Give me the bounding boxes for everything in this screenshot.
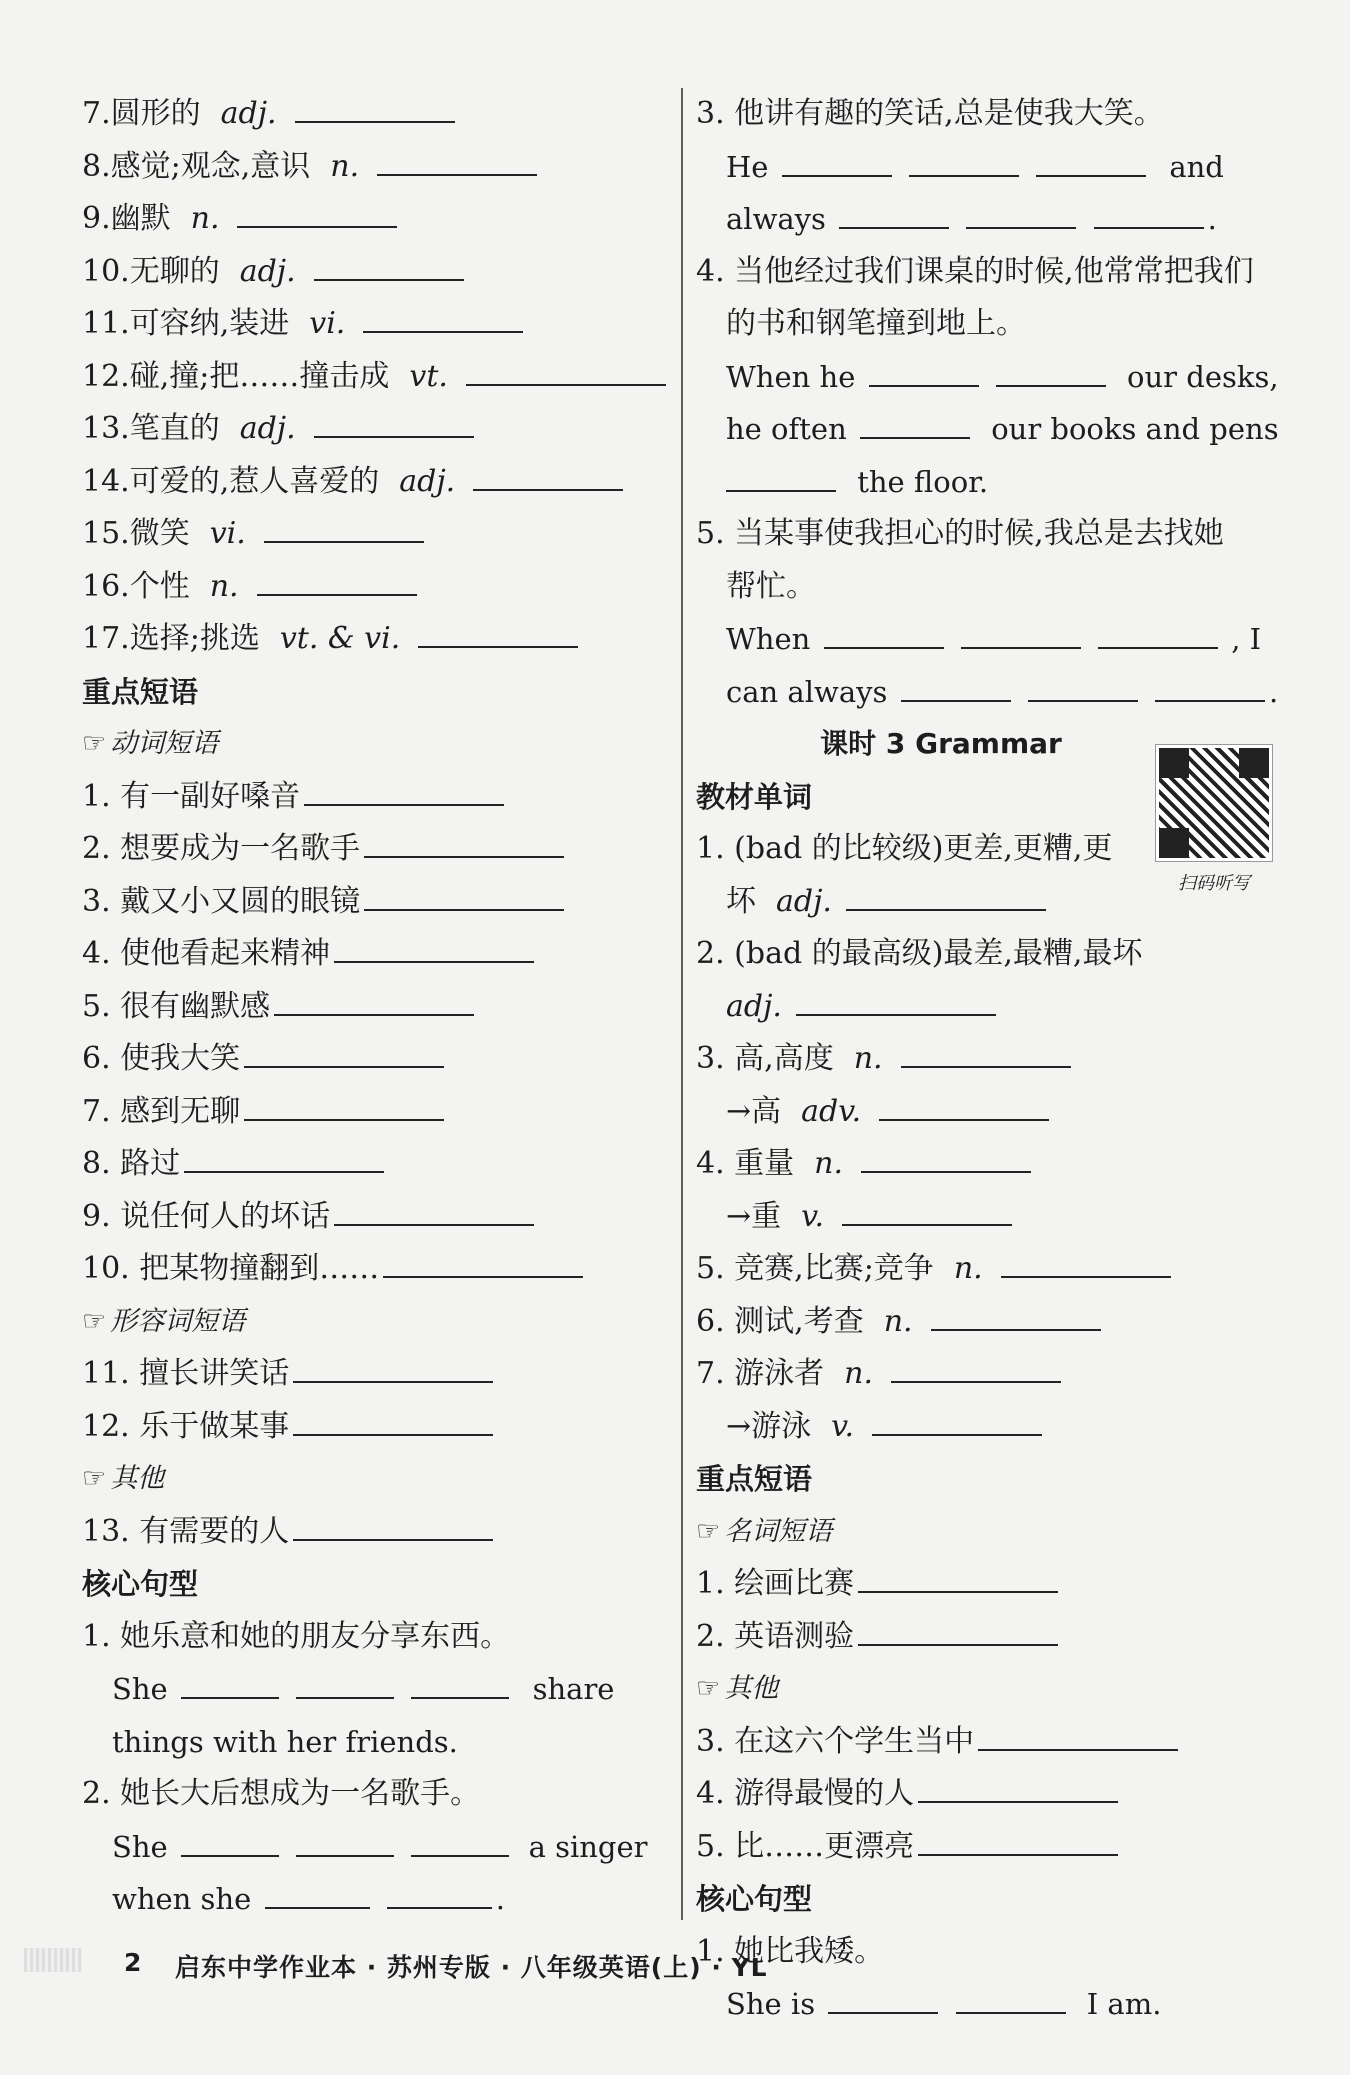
phrase-item: 7. 感到无聊	[82, 1086, 672, 1139]
phrase-item: 6. 使我大笑	[82, 1033, 672, 1086]
column-divider	[681, 88, 683, 1920]
sentence-answer: When he our desks,	[696, 351, 1286, 404]
section-heading: 重点短语	[82, 674, 199, 709]
answer-blank[interactable]	[861, 1141, 1031, 1173]
answer-blank[interactable]	[304, 774, 504, 806]
sentence-answer: She a singer	[82, 1821, 672, 1874]
subsection-label: ☞ 其他	[696, 1673, 779, 1704]
sentence-prompt: 2. 她长大后想成为一名歌手。	[82, 1776, 481, 1811]
answer-blank[interactable]	[314, 249, 464, 281]
answer-blank[interactable]	[828, 1982, 938, 2014]
answer-blank[interactable]	[918, 1824, 1118, 1856]
sentence-prompt: 的书和钢笔撞到地上。	[726, 306, 1026, 341]
answer-blank[interactable]	[274, 984, 474, 1016]
book-title: 启东中学作业本 · 苏州专版 · 八年级英语(上) · YL	[175, 1953, 768, 1982]
vocab-item: 11.可容纳,装进 vi.	[82, 298, 672, 351]
phrase-item: 13. 有需要的人	[82, 1506, 672, 1559]
phrase-item: 2. 想要成为一名歌手	[82, 823, 672, 876]
vocab-item: 2. (bad 的最高级)最差,最糟,最坏	[696, 936, 1143, 971]
phrase-item: 11. 擅长讲笑话	[82, 1348, 672, 1401]
answer-blank[interactable]	[839, 197, 949, 229]
vocab-item: 4. 重量 n.	[696, 1138, 1286, 1191]
answer-blank[interactable]	[387, 1877, 492, 1909]
answer-blank[interactable]	[411, 1667, 509, 1699]
answer-blank[interactable]	[181, 1667, 279, 1699]
answer-blank[interactable]	[334, 1194, 534, 1226]
sentence-answer: when she .	[82, 1873, 672, 1926]
phrase-item: 8. 路过	[82, 1138, 672, 1191]
phrase-item: 5. 比……更漂亮	[696, 1821, 1286, 1874]
answer-blank[interactable]	[931, 1299, 1101, 1331]
left-column	[82, 88, 672, 1926]
phrase-item: 3. 戴又小又圆的眼镜	[82, 876, 672, 929]
sentence-answer: When , I	[696, 613, 1286, 666]
pointing-hand-icon: ☞	[696, 1515, 721, 1547]
answer-blank[interactable]	[293, 1509, 493, 1541]
answer-blank[interactable]	[364, 879, 564, 911]
phrase-item: 2. 英语测验	[696, 1611, 1286, 1664]
sentence-answer: She is I am.	[696, 1978, 1286, 2031]
vocab-item: 3. 高,高度 n.	[696, 1033, 1286, 1086]
answer-blank[interactable]	[295, 91, 455, 123]
vocab-item: 7. 游泳者 n.	[696, 1348, 1286, 1401]
subsection-label: ☞ 动词短语	[82, 728, 219, 759]
section-heading: 核心句型	[696, 1882, 813, 1916]
vocab-item: 9.幽默 n.	[82, 193, 672, 246]
subsection-label: ☞ 名词短语	[696, 1515, 833, 1547]
sentence-prompt: 1. 她比我矮。	[696, 1933, 885, 1969]
answer-blank[interactable]	[1028, 670, 1138, 702]
vocab-item: 17.选择;挑选 vt. & vi.	[82, 613, 672, 666]
answer-blank[interactable]	[411, 1825, 509, 1857]
vocab-item: →重 v.	[696, 1191, 1286, 1244]
vocab-item: 12.碰,撞;把……撞击成 vt.	[82, 351, 672, 404]
sentence-prompt: 帮忙。	[726, 568, 816, 604]
vocab-item: 5. 竞赛,比赛;竞争 n.	[696, 1243, 1286, 1296]
phrase-item: 3. 在这六个学生当中	[696, 1716, 1286, 1769]
answer-blank[interactable]	[891, 1351, 1061, 1383]
answer-blank[interactable]	[961, 617, 1081, 649]
vocab-item: 1. (bad 的比较级)更差,更糟,更	[696, 831, 1113, 866]
answer-blank[interactable]	[846, 879, 1046, 911]
vocab-item: 6. 测试,考查 n.	[696, 1296, 1286, 1349]
vocab-item: adj.	[696, 981, 1286, 1034]
vocab-item: →高 adv.	[696, 1086, 1286, 1139]
answer-blank[interactable]	[996, 355, 1106, 387]
answer-blank[interactable]	[978, 1719, 1178, 1751]
answer-blank[interactable]	[824, 617, 944, 649]
vocab-list	[82, 88, 672, 666]
vocab-item: 坏 adj.	[696, 876, 1286, 929]
right-column	[696, 88, 1286, 2031]
answer-blank[interactable]	[265, 1877, 370, 1909]
answer-blank[interactable]	[244, 1089, 444, 1121]
adj-phrase-list	[82, 1348, 672, 1453]
page-number: 2	[124, 1948, 142, 1977]
verb-phrase-list	[82, 771, 672, 1296]
sentence-prompt: 5. 当某事使我担心的时候,我总是去找她	[696, 516, 1224, 551]
answer-blank[interactable]	[334, 931, 534, 963]
other-phrase-list	[696, 1716, 1286, 1874]
vocab-item: 16.个性 n.	[82, 561, 672, 614]
answer-blank[interactable]	[901, 670, 1011, 702]
vocab-item: 14.可爱的,惹人喜爱的 adj.	[82, 456, 672, 509]
answer-blank[interactable]	[858, 1614, 1058, 1646]
answer-blank[interactable]	[918, 1771, 1118, 1803]
answer-blank[interactable]	[1094, 197, 1204, 229]
answer-blank[interactable]	[296, 1825, 394, 1857]
answer-blank[interactable]	[293, 1404, 493, 1436]
subsection-label: ☞ 其他	[82, 1463, 165, 1494]
sentence-answer: he often our books and pens	[696, 403, 1286, 456]
vocab-item: →游泳 v.	[696, 1401, 1286, 1454]
answer-blank[interactable]	[237, 196, 397, 228]
phrase-item: 10. 把某物撞翻到……	[82, 1243, 672, 1296]
page-footer	[0, 1944, 1350, 1984]
qr-code-block[interactable]	[1152, 745, 1276, 895]
section-heading: 核心句型	[82, 1567, 199, 1601]
phrase-item: 1. 绘画比赛	[696, 1558, 1286, 1611]
phrase-item: 12. 乐于做某事	[82, 1401, 672, 1454]
pointing-hand-icon: ☞	[82, 728, 107, 759]
pointing-hand-icon: ☞	[82, 1463, 107, 1494]
answer-blank[interactable]	[842, 1194, 1012, 1226]
answer-blank[interactable]	[869, 355, 979, 387]
sentence-answer: things with her friends.	[112, 1724, 458, 1759]
lesson-title: 课时 3 Grammar	[820, 727, 1062, 760]
sentence-prompt: 4. 当他经过我们课桌的时候,他常常把我们	[696, 253, 1254, 289]
answer-blank[interactable]	[257, 564, 417, 596]
sentence-prompt: 3. 他讲有趣的笑话,总是使我大笑。	[696, 96, 1164, 131]
answer-blank[interactable]	[364, 826, 564, 858]
answer-blank[interactable]	[466, 354, 666, 386]
phrase-item: 5. 很有幽默感	[82, 981, 672, 1034]
answer-blank[interactable]	[860, 407, 970, 439]
sentence-answer: can always .	[696, 666, 1286, 719]
noun-phrase-list	[696, 1558, 1286, 1663]
answer-blank[interactable]	[796, 984, 996, 1016]
answer-blank[interactable]	[966, 197, 1076, 229]
answer-blank[interactable]	[1098, 617, 1218, 649]
vocab-item: 15.微笑 vi.	[82, 508, 672, 561]
answer-blank[interactable]	[314, 406, 474, 438]
answer-blank[interactable]	[264, 511, 424, 543]
section-heading: 重点短语	[696, 1462, 813, 1496]
qr-label: 扫码听写	[1178, 873, 1250, 894]
answer-blank[interactable]	[909, 145, 1019, 177]
subsection-label: ☞ 形容词短语	[82, 1305, 246, 1337]
sentence-answer: always .	[696, 193, 1286, 246]
answer-blank[interactable]	[383, 1246, 583, 1278]
answer-blank[interactable]	[363, 301, 523, 333]
sentence-answer: He and	[696, 141, 1286, 194]
answer-blank[interactable]	[956, 1982, 1066, 2014]
answer-blank[interactable]	[244, 1036, 444, 1068]
answer-blank[interactable]	[1155, 670, 1265, 702]
pointing-hand-icon: ☞	[696, 1673, 721, 1704]
answer-blank[interactable]	[1001, 1246, 1171, 1278]
phrase-item: 4. 使他看起来精神	[82, 928, 672, 981]
answer-blank[interactable]	[782, 145, 892, 177]
sentence-answer: the floor.	[696, 456, 1286, 509]
answer-blank[interactable]	[293, 1351, 493, 1383]
answer-blank[interactable]	[858, 1561, 1058, 1593]
answer-blank[interactable]	[181, 1825, 279, 1857]
answer-blank[interactable]	[879, 1089, 1049, 1121]
vocab-item: 13.笔直的 adj.	[82, 403, 672, 456]
answer-blank[interactable]	[901, 1036, 1071, 1068]
vocab-item: 10.无聊的 adj.	[82, 246, 672, 299]
sentence-prompt: 1. 她乐意和她的朋友分享东西。	[82, 1618, 511, 1654]
phrase-item: 4. 游得最慢的人	[696, 1768, 1286, 1821]
other-phrase-list	[82, 1506, 672, 1559]
phrase-item: 1. 有一副好嗓音	[82, 771, 672, 824]
phrase-item: 9. 说任何人的坏话	[82, 1191, 672, 1244]
answer-blank[interactable]	[1036, 145, 1146, 177]
answer-blank[interactable]	[377, 144, 537, 176]
answer-blank[interactable]	[296, 1667, 394, 1699]
answer-blank[interactable]	[184, 1141, 384, 1173]
section-heading: 教材单词	[696, 779, 813, 814]
vocab-item: 8.感觉;观念,意识 n.	[82, 141, 672, 194]
vocab-item: 7.圆形的 adj.	[82, 88, 672, 141]
vocab-list	[696, 1033, 1286, 1453]
answer-blank[interactable]	[872, 1404, 1042, 1436]
sentence-answer: She share	[82, 1663, 672, 1716]
answer-blank[interactable]	[726, 460, 836, 492]
answer-blank[interactable]	[473, 459, 623, 491]
qr-code-icon[interactable]	[1156, 745, 1272, 861]
answer-blank[interactable]	[418, 616, 578, 648]
pointing-hand-icon: ☞	[82, 1305, 107, 1337]
